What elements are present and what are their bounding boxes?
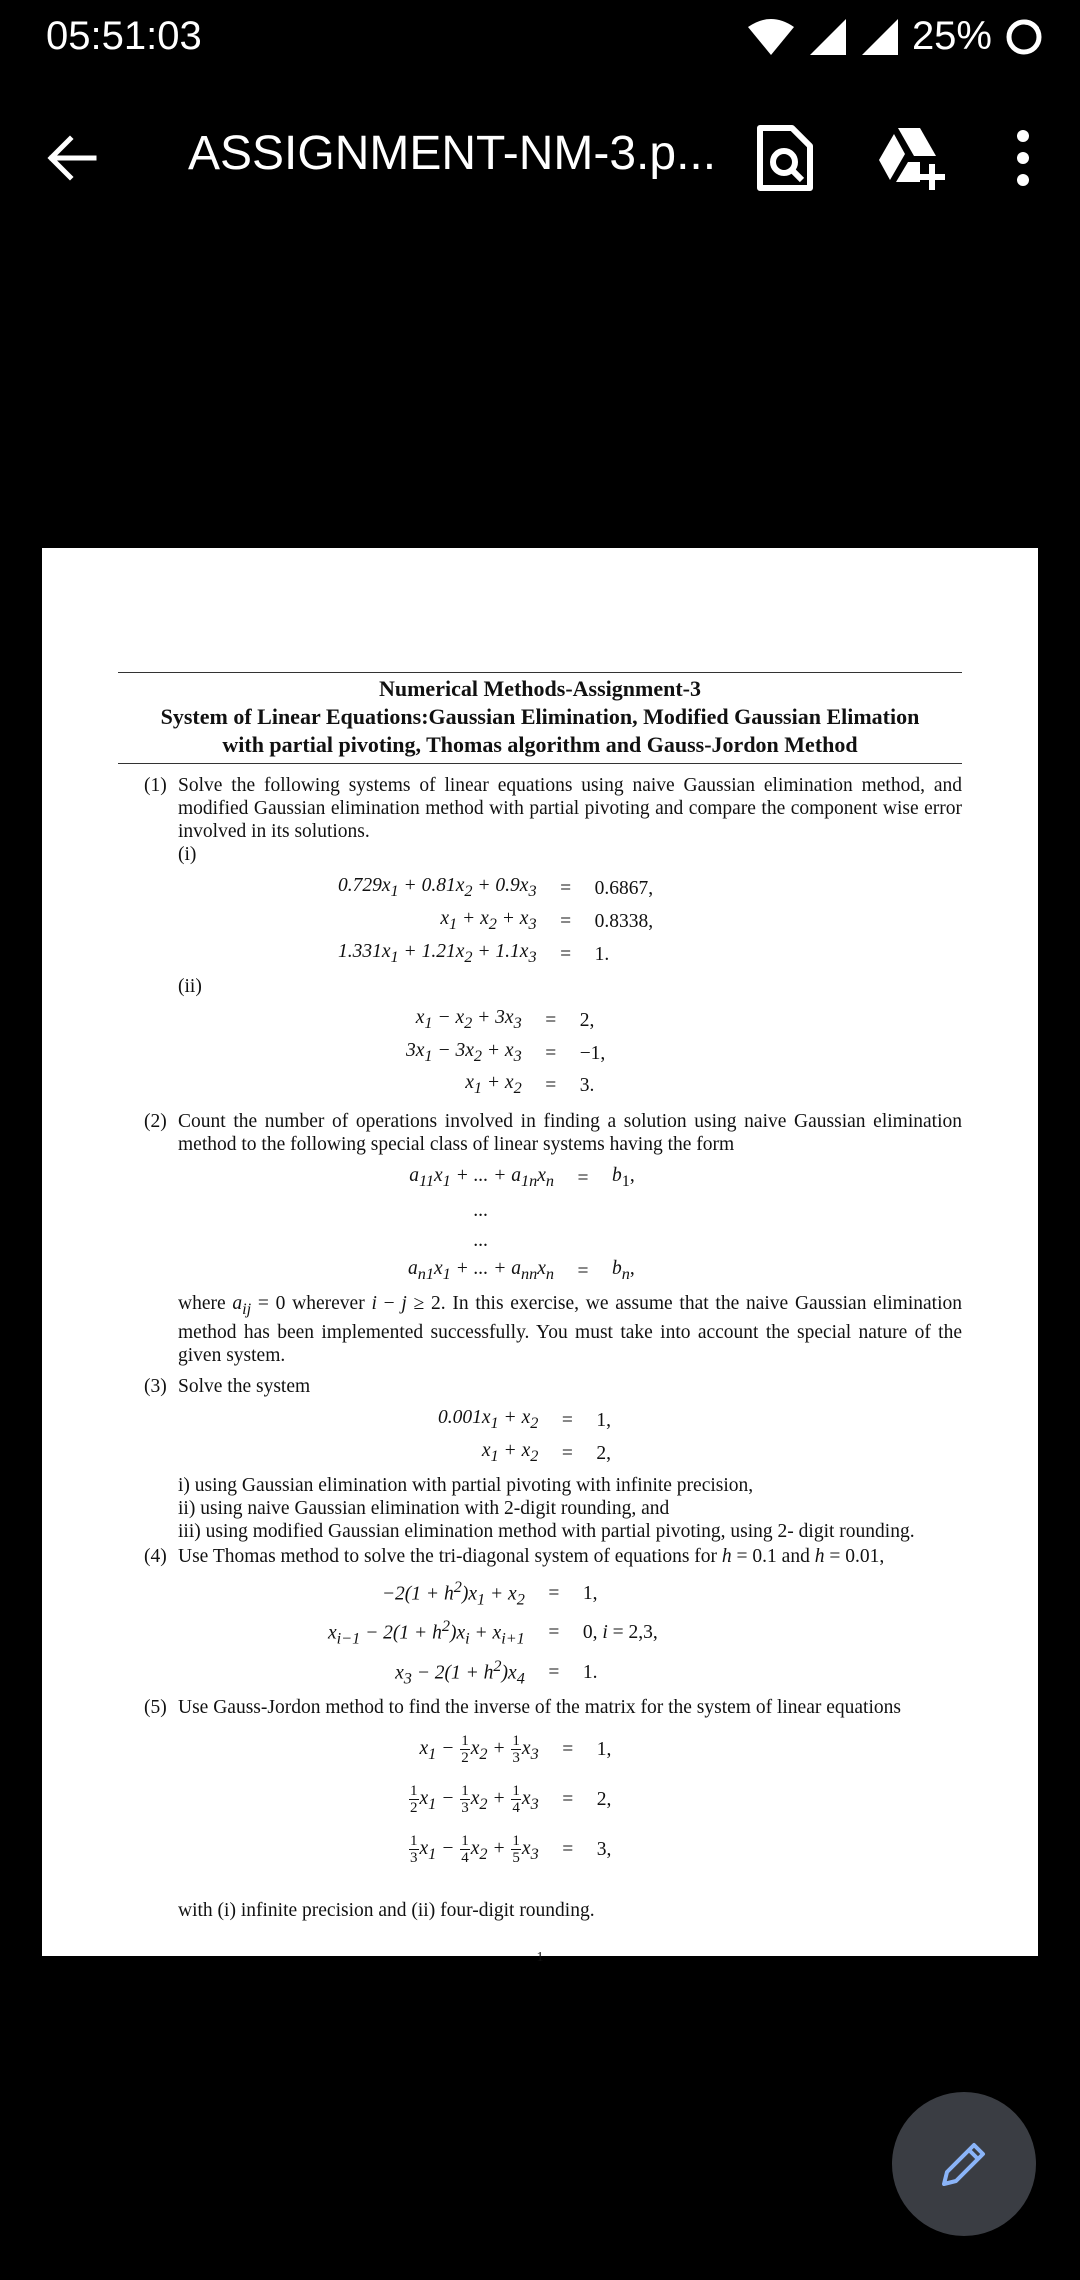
status-bar bbox=[0, 0, 1080, 80]
add-to-drive-icon bbox=[876, 124, 948, 192]
question-number: (3) bbox=[144, 1376, 167, 1398]
question-number: (5) bbox=[144, 1696, 167, 1718]
more-options-button[interactable] bbox=[1006, 124, 1040, 192]
question-number: (4) bbox=[144, 1545, 167, 1567]
part-label: (ii) bbox=[178, 975, 202, 997]
equation-system: $x_1 - x_2 + 3x_3$ = 2, $3x_1 - 3x_2 + x_3$ = −1, $x_1 + x_2$ = 3. bbox=[406, 1006, 606, 1098]
question-text: Solve the system bbox=[178, 1376, 311, 1398]
wifi-icon bbox=[746, 17, 796, 57]
status-icons bbox=[746, 14, 1044, 59]
question-text: Solve the following systems of linear equations using naive Gaussian elimination method, and modified Gaussian elimination method with partial pivoting and compare the component wise error involved in its solutions. bbox=[178, 775, 962, 842]
page-number: 1 bbox=[536, 1949, 544, 1965]
app-bar bbox=[0, 110, 1080, 206]
document-subtitle-line1: System of Linear Equations:Gaussian Elimination, Modified Gaussian Elimation bbox=[160, 704, 920, 729]
question-2 bbox=[118, 1110, 962, 1367]
battery-icon bbox=[1004, 17, 1044, 57]
equation-system: $0.001x_1 + x_2$ = 1, $x_1 + x_2$ = 2, bbox=[438, 1407, 611, 1465]
pdf-page[interactable] bbox=[42, 548, 1038, 1965]
subpart: iii) using modified Gaussian elimination method with partial pivoting, using 2- digit rounding. bbox=[178, 1520, 915, 1542]
question-1 bbox=[118, 774, 962, 1102]
back-button[interactable] bbox=[42, 128, 102, 188]
find-in-page-icon bbox=[752, 124, 818, 192]
question-number: (2) bbox=[144, 1111, 167, 1133]
more-vert-icon bbox=[1006, 124, 1040, 192]
document-title: ASSIGNMENT-NM-3.p... bbox=[188, 127, 717, 180]
add-to-drive-button[interactable] bbox=[876, 124, 948, 192]
document-body bbox=[118, 672, 962, 1969]
equation-system: $-2(1 + h^2)x_1 + x_2$ = 1, $x_{i-1} - 2(1 + h^2)x_i + x_{i+1}$ = 0, i = 2,3, $x_3 - 2(1 + h^2)x_4$ = 1. bbox=[328, 1577, 658, 1687]
back-arrow-icon bbox=[42, 128, 102, 188]
question-number: (1) bbox=[144, 775, 167, 796]
question-3 bbox=[118, 1375, 962, 1543]
equation-system: $x_1$ − $\frac{1}{2}$ $x_2$ + $\frac{1}{3}$ $x_3$ = 1, $\frac{1}{2}$ $x_1$ − $\frac{1}{3}$ $x_2$ + $\frac{1}{4}$ $x_3$ = 2, $\frac{1}{3}$ $x_1$ − $\frac{1}{4}$ $x_2$ + $\frac{1}{5}$ $x_3$ = 3, bbox=[410, 1733, 612, 1867]
status-time: 05:51:03 bbox=[46, 14, 202, 58]
question-followup: with (i) infinite precision and (ii) four-digit rounding. bbox=[178, 1899, 595, 1921]
edit-pencil-icon bbox=[936, 2136, 992, 2192]
document-subtitle-line2: with partial pivoting, Thomas algorithm and Gauss-Jordon Method bbox=[222, 732, 858, 757]
equation-system: $a_{11}x_1$ + ... + $a_{1n}x_n$ = $b_1$, ... ... $a_{n1}x_1$ + ... + $a_{nn}x_n$ = $b_n$, bbox=[408, 1165, 635, 1284]
document-heading: Numerical Methods-Assignment-3 bbox=[378, 676, 702, 701]
bottom-rule bbox=[118, 763, 962, 764]
subpart: i) using Gaussian elimination with partial pivoting with infinite precision, bbox=[178, 1474, 754, 1496]
question-5 bbox=[118, 1696, 962, 1922]
find-in-page-button[interactable] bbox=[752, 124, 818, 192]
ellipsis: ... bbox=[473, 1229, 489, 1251]
question-4: (4) Use Thomas method to solve the tri-diagonal system of equations for h = 0.1 and h = 0.01, $-2(1 + h^2)x_1 + x_2$ = 1, $x_{i-1} - 2(1 + h^2)x_i + x_{i+1}$ = 0, i = 2,3, $x_3 - 2(1 + h^2)x_4$ = 1. bbox=[118, 1545, 962, 1692]
signal-icon bbox=[860, 17, 900, 57]
ellipsis: ... bbox=[473, 1199, 489, 1221]
signal-icon bbox=[808, 17, 848, 57]
top-rule bbox=[118, 672, 962, 673]
question-text: Count the number of operations involved in finding a solution using naive Gaussian elimination method to the following special class of linear systems having the form bbox=[178, 1111, 962, 1156]
edit-fab-button[interactable] bbox=[892, 2092, 1036, 2236]
question-text: Use Gauss-Jordon method to find the inverse of the matrix for the system of linear equations bbox=[178, 1696, 901, 1718]
question-text: Use Thomas method to solve the tri-diagonal system of equations for bbox=[178, 1545, 718, 1567]
part-label: (i) bbox=[178, 844, 197, 865]
subpart: ii) using naive Gaussian elimination with 2-digit rounding, and bbox=[178, 1497, 670, 1519]
question-followup: where $a_{ij} = 0$ wherever i − j ≥ 2. In this exercise, we assume that the naive Gaussian elimination method has been implemented successfully. You must take into account the special nature of the given system. bbox=[178, 1293, 963, 1367]
battery-percent: 25% bbox=[911, 14, 992, 58]
equation-system: $0.729x_1 + 0.81x_2 + 0.9x_3$ = 0.6867, $x_1 + x_2 + x_3$ = 0.8338, $1.331x_1 + 1.21x_2 + 1.1x_3$ = 1. bbox=[338, 875, 654, 966]
